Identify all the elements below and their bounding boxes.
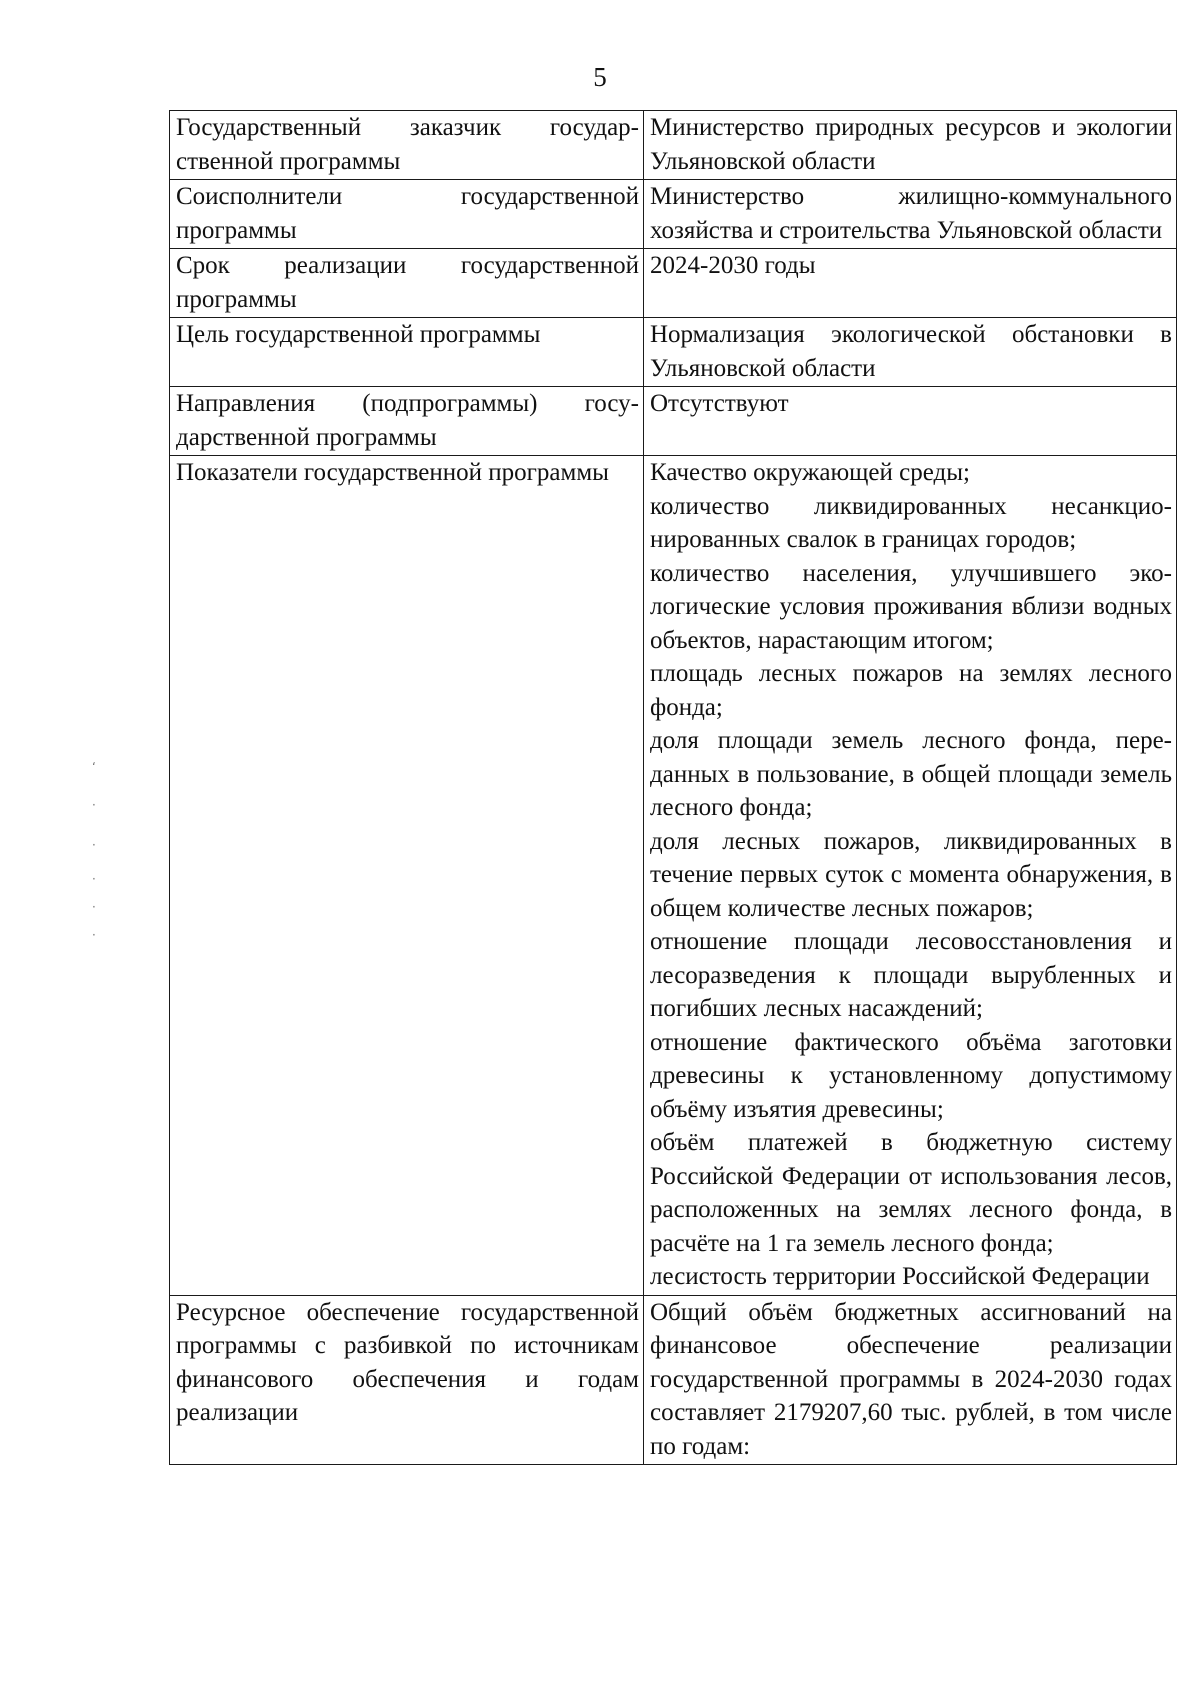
scan-mark: ·: [92, 798, 96, 812]
indicator-item: отношение площади лесовосстановления и лесоразведения к площади вырубленных и погибших лесных насаждений;: [650, 928, 1172, 1022]
indicator-item: отношение фактического объёма заготовки древесины к установленному допустимому объёму изъятия древесины;: [650, 1028, 1172, 1123]
table-row-goal: [170, 318, 1177, 387]
row-label-text: Соисполнители государственной программы: [176, 183, 639, 244]
row-value: [644, 1295, 1177, 1465]
scan-mark: ·: [92, 872, 96, 886]
scan-mark: ·: [92, 838, 96, 852]
margin-scan-marks: [82, 760, 112, 960]
row-label: [170, 387, 644, 456]
row-label: [170, 249, 644, 318]
row-label-text: Государственный заказчик государственной программы: [176, 114, 639, 175]
row-label-text: Цель государственной программы: [176, 321, 541, 348]
row-label: [170, 111, 644, 180]
indicator-item: доля лесных пожаров, ликвидированных в течение первых суток с момента обнаружения, в общем количестве лесных пожаров;: [650, 827, 1172, 922]
row-value-text: Общий объём бюджетных ассигнований на финансовое обеспечение реализации государственной программы в 2024-2030 годах составляет 2179207,60 тыс. рублей, в том числе по годам:: [650, 1298, 1172, 1460]
indicator-item: лесистость территории Российской Федерации: [650, 1263, 1150, 1290]
row-value-text: Отсутствуют: [650, 390, 789, 417]
row-value: [644, 180, 1177, 249]
program-passport-table: [169, 110, 1177, 1465]
table-row-term: [170, 249, 1177, 318]
indicator-item: объём платежей в бюджетную систему Российской Федерации от использования лесов, расположенных на землях лесного фонда, в расчёте на 1 га земель лесного фонда;: [650, 1129, 1172, 1257]
indicator-item: Качество окружающей среды;: [650, 459, 970, 486]
indicator-item: количество населения, улучшившего экологические условия проживания вблизи водных объектов, нарастающим итогом;: [650, 559, 1172, 654]
row-label: [170, 1295, 644, 1465]
table-row-co-executors: [170, 180, 1177, 249]
row-label: [170, 318, 644, 387]
row-label-text: Направления (подпрограммы) государственной программы: [176, 390, 639, 451]
indicator-item: количество ликвидированных несанкционированных свалок в границах городов;: [650, 492, 1172, 553]
table-row-resources: [170, 1295, 1177, 1465]
row-label: [170, 180, 644, 249]
scan-mark: ·: [92, 928, 96, 942]
row-label: [170, 456, 644, 1296]
indicator-item: площадь лесных пожаров на землях лесного фонда;: [650, 660, 1172, 721]
row-value: [644, 456, 1177, 1296]
indicator-item: доля площади земель лесного фонда, переданных в пользование, в общей площади земель лесного фонда;: [650, 727, 1172, 821]
row-value-text: Нормализация экологической обстановки в Ульяновской области: [650, 321, 1172, 382]
scan-mark: ·: [92, 900, 96, 914]
table-row-directions: [170, 387, 1177, 456]
row-value-text: 2024-2030 годы: [650, 252, 816, 279]
scan-mark: ‘: [92, 760, 96, 774]
row-label-text: Показатели государственной программы: [176, 459, 609, 486]
row-value: [644, 387, 1177, 456]
table-row-indicators: [170, 456, 1177, 1296]
row-label-text: Ресурсное обеспечение государственной программы с разбивкой по источникам финансового обеспечения и годам реализации: [176, 1298, 639, 1426]
row-value: [644, 111, 1177, 180]
row-value-text: Министерство природных ресурсов и экологии Ульяновской области: [650, 114, 1172, 175]
row-value: [644, 318, 1177, 387]
page-number: 5: [593, 62, 607, 92]
row-label-text: Срок реализации государственной программы: [176, 252, 639, 313]
row-value-text: Министерство жилищно-коммунального хозяйства и строительства Ульяновской области: [650, 183, 1172, 244]
table-row-customer: [170, 111, 1177, 180]
row-value: [644, 249, 1177, 318]
